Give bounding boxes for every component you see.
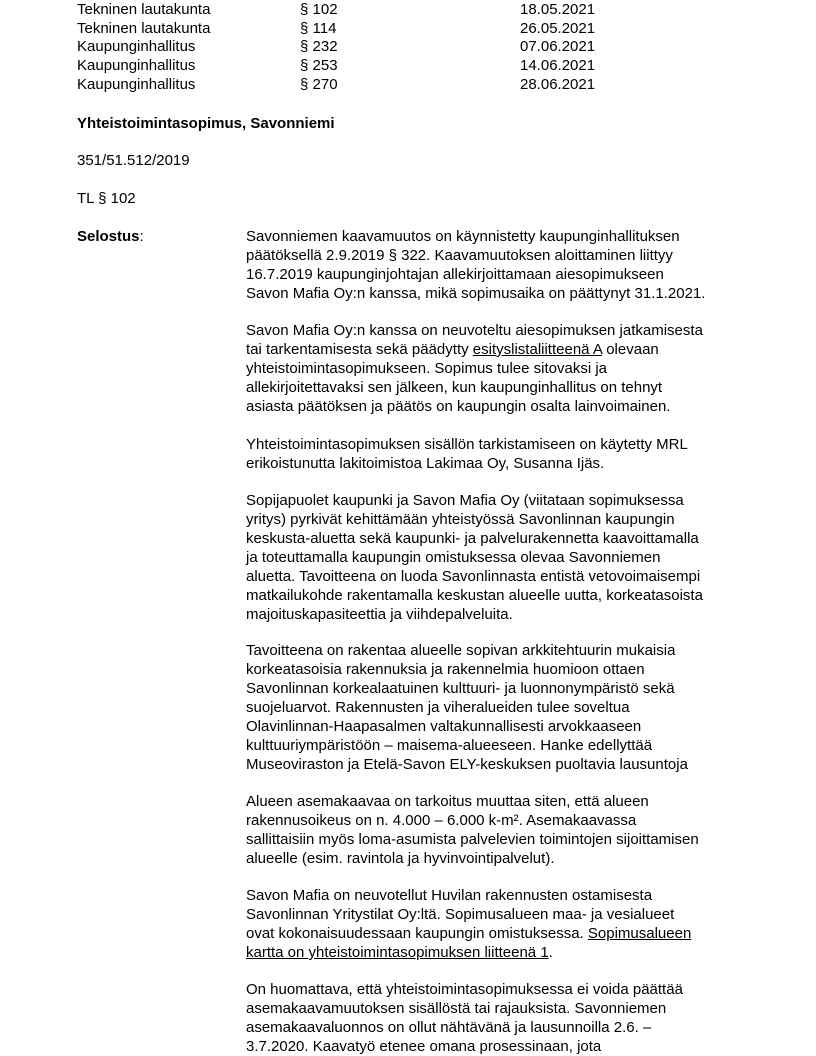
meeting-body: Kaupunginhallitus: [77, 38, 196, 55]
paragraph-line: Savonlinnan Yritystilat Oy:ltä. Sopimusalueen maa- ja vesialueet: [246, 906, 675, 923]
paragraph-line: Savon Mafia Oy:n kanssa on neuvoteltu aiesopimuksen jatkamisesta: [246, 322, 703, 339]
paragraph-line: 16.7.2019 kaupunginjohtajan allekirjoittamaan aiesopimukseen: [246, 266, 664, 283]
paragraph: [246, 227, 766, 303]
meeting-section: § 232: [300, 38, 338, 55]
paragraph-line: kartta on yhteistoimintasopimuksen liitteenä 1.: [246, 944, 553, 961]
paragraph-line: Olavinlinnan-Haapasalmen valtakunnallisesti arvokkaaseen: [246, 718, 642, 735]
paragraph-line: kulttuuriympäristöön – maisema-alueeseen. Hanke edellyttää: [246, 737, 653, 754]
meeting-body: Kaupunginhallitus: [77, 76, 196, 93]
meeting-section: § 102: [300, 1, 338, 18]
paragraph: [246, 321, 766, 416]
paragraph-line: allekirjoitettavaksi sen jälkeen, kun kaupunginhallitus on tehnyt: [246, 379, 663, 396]
meeting-body: Tekninen lautakunta: [77, 20, 211, 37]
meeting-section: § 253: [300, 57, 338, 74]
paragraph-line: Sopijapuolet kaupunki ja Savon Mafia Oy (viitataan sopimuksessa: [246, 492, 684, 509]
paragraph-line: ja toteuttamalla kaupungin omistuksessa olevaa Savonniemen: [246, 549, 661, 566]
meeting-date: 07.06.2021: [520, 38, 596, 55]
attachment-a-link[interactable]: esityslistaliitteenä A: [472, 341, 603, 358]
paragraph-line: Savon Mafia on neuvotellut Huvilan rakennusten ostamisesta: [246, 887, 653, 904]
meeting-body: Tekninen lautakunta: [77, 1, 211, 18]
paragraph-line: tai tarkentamisesta sekä päädytty esityslistaliitteenä A olevaan: [246, 341, 659, 358]
paragraph-line: Savon Mafia Oy:n kanssa, mikä sopimusaika on päättynyt 31.1.2021.: [246, 285, 706, 302]
selostus-label: Selostus:: [77, 228, 144, 245]
paragraph-line: asemakaavamuutoksen sisällöstä tai rajauksista. Savonniemen: [246, 1000, 667, 1017]
paragraph-line: asiasta päätöksen ja päätös on kaupungin osalta lainvoimainen.: [246, 398, 671, 415]
paragraph-line: Alueen asemakaavaa on tarkoitus muuttaa siten, että alueen: [246, 793, 649, 810]
paragraph-line: Yhteistoimintasopimuksen sisällön tarkistamiseen on käytetty MRL: [246, 436, 688, 453]
meeting-date: 28.06.2021: [520, 76, 596, 93]
paragraph-line: On huomattava, että yhteistoimintasopimuksessa ei voida päättää: [246, 981, 683, 998]
paragraph-line: Savonniemen kaavamuutos on käynnistetty kaupunginhallituksen: [246, 228, 680, 245]
map-link[interactable]: kartta on yhteistoimintasopimuksen liitteenä 1: [246, 944, 549, 961]
paragraph: [246, 641, 766, 774]
paragraph-line: ovat kokonaisuudessaan kaupungin omistuksessa. Sopimusalueen: [246, 925, 692, 942]
paragraph-line: 3.7.2020. Kaavatyö etenee omana prosessinaan, jota: [246, 1038, 602, 1055]
paragraph-line: aluetta. Tavoitteena on luoda Savonlinnasta entistä vetovoimaisempi: [246, 568, 701, 585]
paragraph: [246, 980, 766, 1056]
diary-number: 351/51.512/2019: [77, 152, 190, 169]
paragraph: [246, 435, 766, 473]
meeting-section: § 270: [300, 76, 338, 93]
paragraph-line: yritys) pyrkivät kehittämään yhteistyössä Savonlinnan kaupungin: [246, 511, 675, 528]
map-link[interactable]: Sopimusalueen: [587, 925, 692, 942]
meeting-date: 26.05.2021: [520, 20, 596, 37]
paragraph-line: Savonlinnan korkealaatuinen kulttuuri- ja luonnonympäristö sekä: [246, 680, 675, 697]
document-title: Yhteistoimintasopimus, Savonniemi: [77, 115, 335, 132]
paragraph-line: asemakaavaluonnos on ollut nähtävänä ja lausunnoilla 2.6. –: [246, 1019, 652, 1036]
paragraph: [246, 886, 766, 962]
paragraph-line: majoituskapasiteettia ja viihdepalveluita.: [246, 606, 513, 623]
paragraph-line: Museoviraston ja Etelä-Savon ELY-keskuksen puoltavia lausuntoja: [246, 756, 688, 773]
paragraph-line: keskusta-aluetta sekä kaupunki- ja palvelurakennetta kaavoittamalla: [246, 530, 699, 547]
tl-reference: TL § 102: [77, 190, 136, 207]
paragraph-line: sallittaisiin myös loma-asumista palvelevien toimintojen sijoittamisen: [246, 831, 699, 848]
paragraph-line: rakennusoikeus on n. 4.000 – 6.000 k-m². Asemakaavassa: [246, 812, 637, 829]
meeting-date: 14.06.2021: [520, 57, 596, 74]
paragraph-line: Tavoitteena on rakentaa alueelle sopivan arkkitehtuurin mukaisia: [246, 642, 676, 659]
meeting-section: § 114: [300, 20, 337, 37]
paragraph-line: matkailukohde rakentamalla keskustan alueelle uutta, korkeatasoista: [246, 587, 703, 604]
paragraph-line: alueelle (esim. ravintola ja hyvinvointipalvelut).: [246, 850, 555, 867]
paragraph-line: yhteistoimintasopimukseen. Sopimus tulee sitovaksi ja: [246, 360, 608, 377]
paragraph: [246, 491, 766, 624]
paragraph-line: päätöksellä 2.9.2019 § 322. Kaavamuutoksen aloittaminen liittyy: [246, 247, 673, 264]
paragraph-line: erikoistunutta lakitoimistoa Lakimaa Oy, Susanna Ijäs.: [246, 455, 605, 472]
paragraph-line: suojeluarvot. Rakennusten ja viheralueiden tulee soveltua: [246, 699, 630, 716]
meeting-body: Kaupunginhallitus: [77, 57, 196, 74]
meeting-date: 18.05.2021: [520, 1, 596, 18]
paragraph: [246, 792, 766, 868]
paragraph-line: korkeatasoisia rakennuksia ja rakennelmia huomioon ottaen: [246, 661, 645, 678]
